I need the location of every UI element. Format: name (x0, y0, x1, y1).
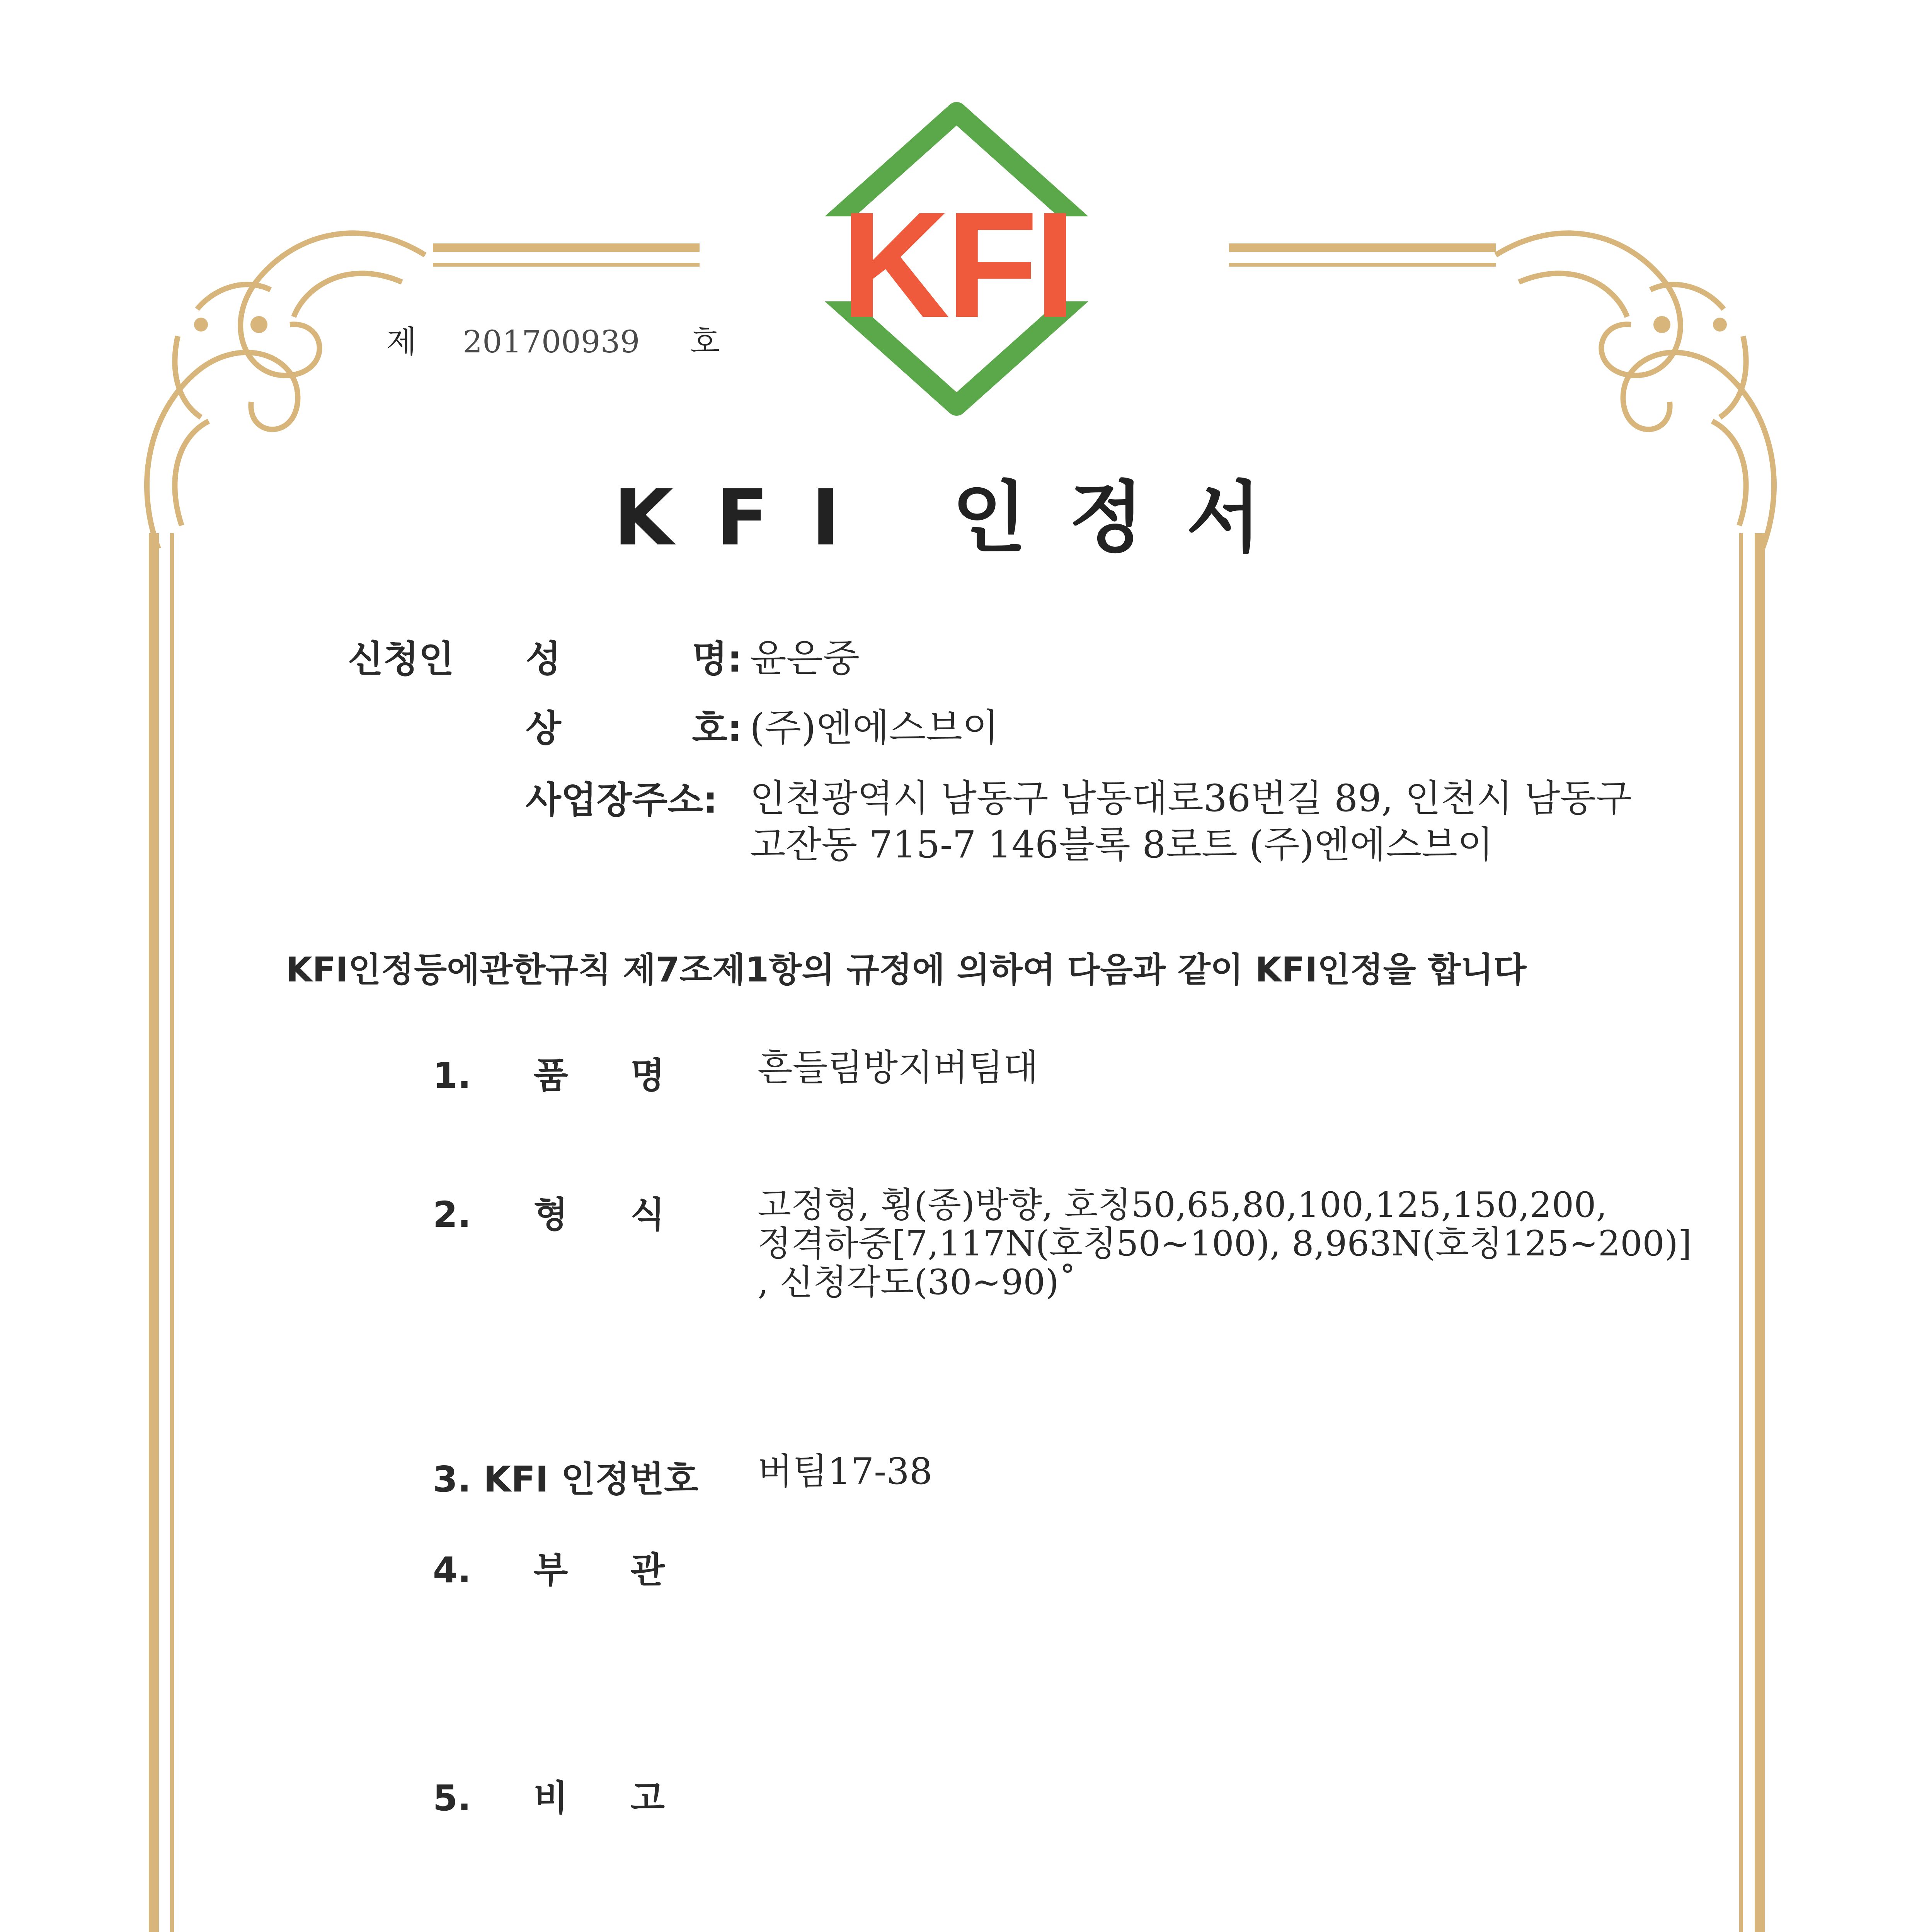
certificate-number-value: 201700939 (463, 324, 640, 360)
certification-statement: KFI인정등에관한규칙 제7조제1항의 규정에 의하여 다음과 같이 KFI인정을 합니다 (286, 950, 1527, 990)
item-model-label: 2. 형 식 (433, 1194, 665, 1235)
border-line (149, 533, 159, 1932)
border-line (1229, 263, 1496, 267)
border-line (433, 263, 700, 267)
item-model-line2: 정격하중[7,117N(호칭50~100), 8,963N(호칭125~200)] (758, 1223, 1692, 1264)
item-model-line1: 고정형, 횡(종)방향, 호칭50,65,80,100,125,150,200, (758, 1185, 1607, 1225)
applicant-section-label: 신청인 (348, 638, 455, 680)
item-approval-number: 버팀17-38 (758, 1451, 933, 1493)
applicant-address-line1: 인천광역시 남동구 남동대로36번길 89, 인천시 남동구 (750, 777, 1632, 820)
border-line (433, 243, 700, 252)
certificate-number (386, 317, 720, 361)
item-conditions-label: 4. 부 관 (433, 1549, 665, 1591)
item-product: 흔들림방지버팀대 (758, 1047, 1039, 1089)
item-model-line3: , 신청각도(30~90)˚ (758, 1262, 1076, 1303)
border-line (1755, 533, 1765, 1932)
applicant-company-label: 상 호: (526, 707, 742, 750)
kfi-logo (773, 100, 1140, 417)
applicant-name: 윤은중 (750, 636, 860, 680)
applicant-company: (주)엔에스브이 (750, 706, 999, 750)
applicant-name-label: 성 명: (526, 638, 742, 680)
item-approval-label: 3. KFI 인정번호 (433, 1459, 698, 1500)
certificate-number-prefix: 제 (386, 324, 417, 360)
certificate-number-suffix: 호 (690, 324, 720, 360)
applicant-address-line2: 고잔동 715-7 146블록 8로트 (주)엔에스브이 (750, 823, 1493, 866)
kfi-logo-text: KFI (841, 180, 1073, 349)
border-line (1739, 533, 1743, 1932)
item-remarks-label: 5. 비 고 (433, 1777, 665, 1819)
item-product-label: 1. 품 명 (433, 1055, 665, 1096)
border-line (170, 533, 174, 1932)
applicant-address-label: 사업장주소: (526, 779, 718, 821)
border-line (1229, 243, 1496, 252)
document-title: KFI 인정서 (613, 473, 1304, 563)
